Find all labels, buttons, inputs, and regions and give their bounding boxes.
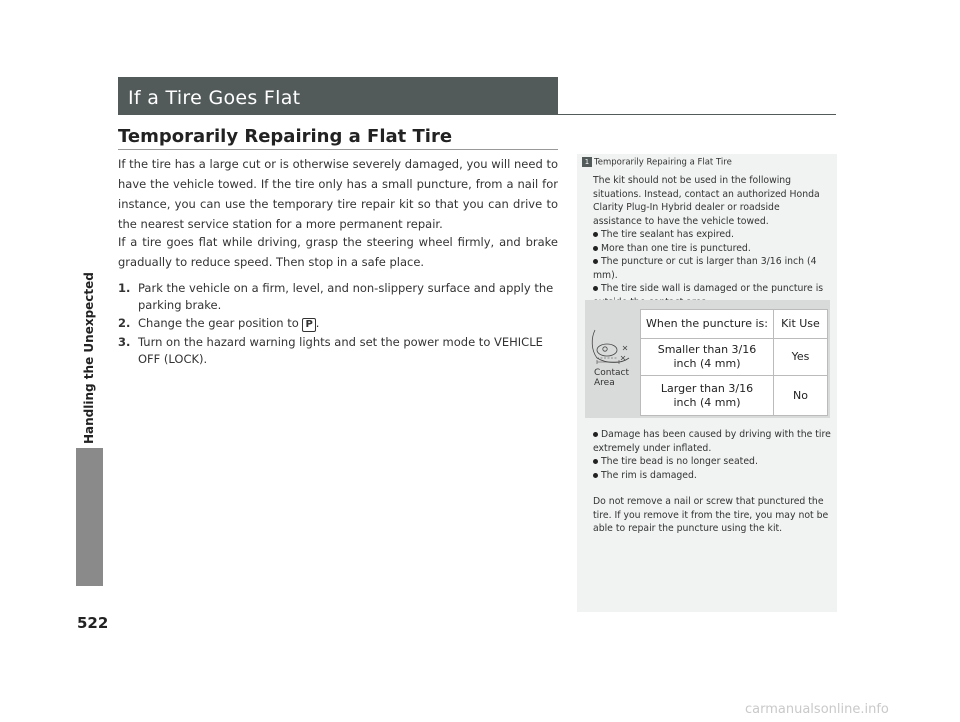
list-item (593, 469, 831, 483)
bullet-icon (593, 473, 598, 478)
kit-use-table (640, 309, 828, 416)
step-text: Turn on the hazard warning lights and set the power mode to VEHICLE OFF (LOCK). (138, 335, 543, 366)
chapter-side-label-text: Handling the Unexpected (82, 272, 96, 444)
note-conditions-list (593, 228, 831, 310)
chapter-tab-marker (76, 448, 103, 586)
bullet-icon (593, 459, 598, 464)
bullet-icon (593, 259, 598, 264)
list-item (593, 228, 831, 242)
step-text: Change the gear position to (138, 316, 303, 330)
list-item-text: The puncture or cut is larger than 3/16 inch (4 mm). (593, 256, 817, 281)
note-intro: The kit should not be used in the following situations. Instead, contact an authorized Honda Clarity Plug-In Hybrid dealer or roadside assistance to have the vehicle towed. (593, 175, 820, 227)
bullet-icon (593, 432, 598, 437)
section-title: If a Tire Goes Flat (128, 87, 301, 109)
contact-area-label-text: Contact Area (594, 368, 630, 388)
heading-rule (118, 149, 558, 150)
step-text-end: . (315, 316, 320, 330)
step-item (118, 315, 558, 332)
list-item-text: The tire bead is no longer seated. (601, 456, 758, 468)
list-item-text: The tire sealant has expired. (601, 229, 734, 240)
table-header-cell: Kit Use (781, 317, 820, 330)
note-outro: Do not remove a nail or screw that punctured the tire. If you remove it from the tire, you may not be able to repair the puncture using the kit. (593, 496, 829, 535)
table-cell: No (793, 388, 808, 402)
tire-contact-area-icon (589, 324, 637, 366)
steps-list (118, 280, 558, 369)
note-conditions-list-2 (593, 428, 831, 482)
bullet-icon (593, 286, 598, 291)
contact-area-label (594, 368, 634, 388)
list-item-text: The rim is damaged. (601, 469, 697, 481)
step-item (118, 280, 558, 313)
note-title-text: Temporarily Repairing a Flat Tire (594, 157, 732, 168)
step-text: Park the vehicle on a firm, level, and non-slippery surface and apply the parking brake. (138, 281, 554, 312)
list-item (593, 255, 831, 282)
list-item-text: The tire side wall is damaged or the puncture is (601, 283, 824, 295)
list-item (593, 428, 831, 455)
chapter-side-label (78, 88, 102, 448)
step-item (118, 334, 558, 367)
intro-paragraph: If the tire has a large cut or is otherwise severely damaged, you will need to have the vehicle towed. If the tire only has a small puncture, from a nail for instance, you can use the temporary tire repair kit so that you can drive to the nearest service station for a more permanent repair. (118, 157, 558, 231)
list-item (593, 242, 831, 256)
bullet-icon (593, 232, 598, 237)
table-cell: Larger than 3/16 inch (4 mm) (660, 381, 754, 409)
bullet-icon (593, 246, 598, 251)
table-cell: Yes (791, 350, 810, 363)
watermark: carmanualsonline.info (745, 702, 889, 717)
step-number: 3. (118, 335, 131, 349)
note-title (582, 157, 732, 168)
step-number: 2. (118, 316, 131, 330)
page-number: 522 (77, 614, 109, 632)
driving-paragraph: If a tire goes flat while driving, grasp the steering wheel firmly, and brake gradually to reduce speed. Then stop in a safe place. (118, 235, 558, 269)
note-marker-icon: 1 (582, 157, 592, 167)
gear-p-icon: P (302, 318, 315, 332)
page-heading: Temporarily Repairing a Flat Tire (118, 126, 453, 147)
list-item (593, 455, 831, 469)
list-item-text: Damage has been caused by driving with the tire extremely under inflated. (593, 429, 831, 454)
table-cell: Smaller than 3/16 inch (4 mm) (657, 343, 757, 370)
list-item-text: More than one tire is punctured. (601, 242, 751, 254)
step-number: 1. (118, 281, 131, 295)
table-header-cell: When the puncture is: (646, 317, 768, 330)
section-header-rule (118, 114, 836, 115)
